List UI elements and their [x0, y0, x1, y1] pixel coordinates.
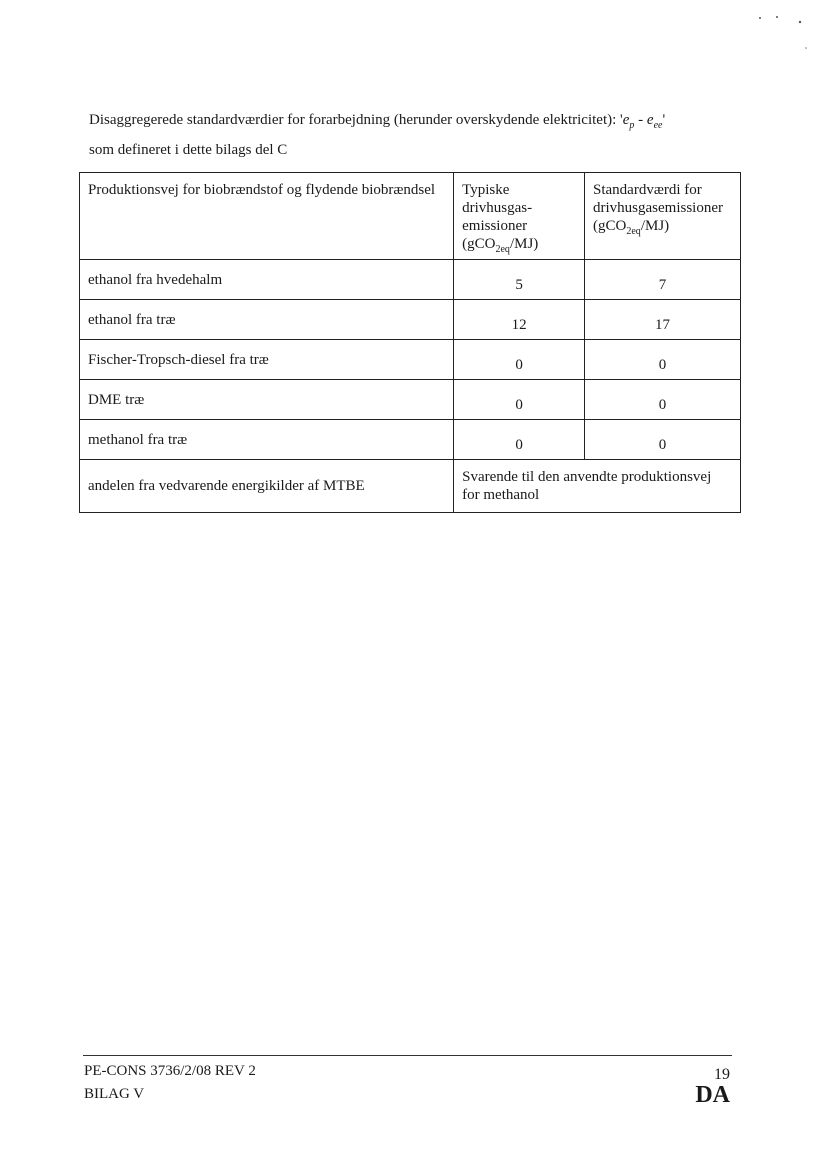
row-default: 0 [585, 380, 741, 420]
row-name: ethanol fra hvedehalm [80, 260, 454, 300]
footer-divider [83, 1055, 732, 1056]
intro-line-1 [89, 108, 729, 138]
symbol-close: ' [662, 112, 666, 128]
row-merged-value: Svarende til den anvendte produktionsvej for methanol [454, 460, 741, 513]
table-row [80, 460, 741, 513]
footer-page-number: 19 [714, 1066, 730, 1083]
row-default: 17 [585, 300, 741, 340]
footer-doc-ref: PE-CONS 3736/2/08 REV 2 [84, 1063, 256, 1079]
row-default: 0 [585, 340, 741, 380]
table-header-row [80, 173, 741, 260]
row-default: 0 [585, 420, 741, 460]
row-name: andelen fra vedvarende energikilder af MTBE [80, 460, 454, 513]
symbol-ep: $e_p$ [622, 112, 635, 131]
intro-text: Disaggregerede standardværdier for forarbejdning (herunder overskydende elektricitet): ' [89, 112, 623, 128]
intro-line-2: som defineret i dette bilags del C [89, 142, 288, 158]
emissions-table [79, 172, 741, 513]
symbol-minus: - [634, 112, 647, 128]
table-row [80, 420, 741, 460]
header-typical-unit: (gCO$_{2eq}$/MJ) [462, 236, 539, 255]
footer-annex: BILAG V [84, 1086, 145, 1102]
table-row [80, 260, 741, 300]
symbol-eee: $e_{ee}$ [646, 112, 663, 131]
header-default-unit: (gCO$_{2eq}$/MJ) [593, 218, 670, 237]
row-typical: 0 [454, 420, 585, 460]
row-name: ethanol fra træ [80, 300, 454, 340]
table-row [80, 380, 741, 420]
intro-paragraph [89, 108, 729, 163]
header-typical-emissions: Typiske drivhusgas-emissioner (gCO$_{2eq}$/MJ) [454, 173, 585, 260]
row-typical: 5 [454, 260, 585, 300]
row-name: Fischer-Tropsch-diesel fra træ [80, 340, 454, 380]
header-production-route: Produktionsvej for biobrændstof og flydende biobrændsel [80, 173, 454, 260]
table-row [80, 300, 741, 340]
header-default-emissions: Standardværdi for drivhusgasemissioner (gCO$_{2eq}$/MJ) [585, 173, 741, 260]
row-default: 7 [585, 260, 741, 300]
row-typical: 0 [454, 380, 585, 420]
footer-language-code: DA [695, 1082, 730, 1108]
table-row [80, 340, 741, 380]
row-typical: 0 [454, 340, 585, 380]
row-typical: 12 [454, 300, 585, 340]
row-name: methanol fra træ [80, 420, 454, 460]
row-name: DME træ [80, 380, 454, 420]
scan-specks [0, 0, 827, 80]
